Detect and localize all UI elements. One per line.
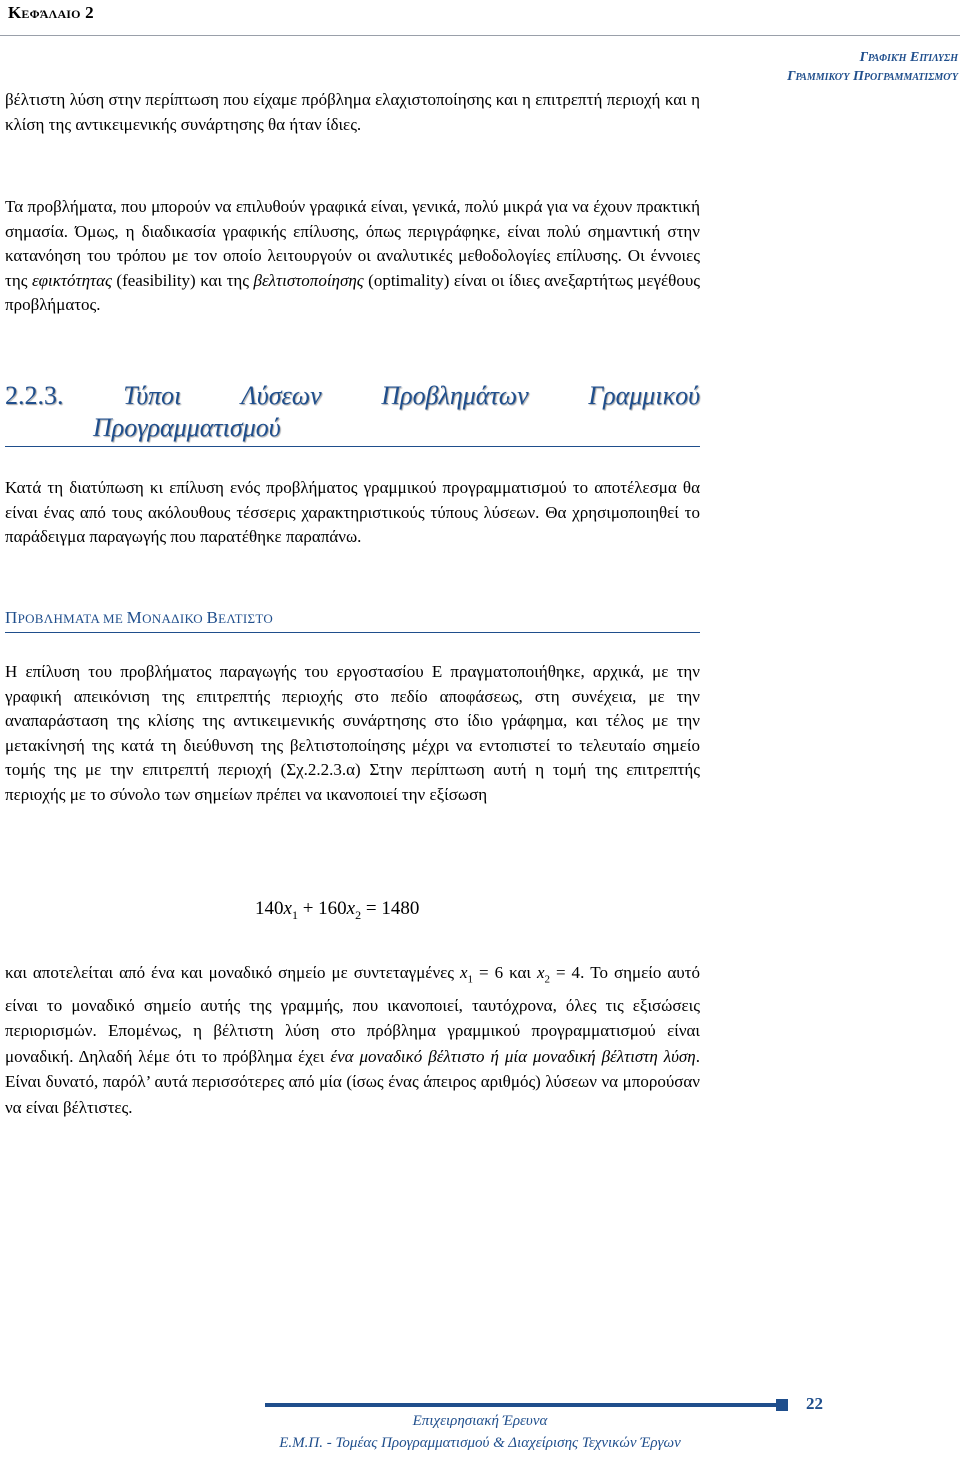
subsection-cap: Π bbox=[5, 608, 18, 627]
paragraph-2-text: Τα προβλήματα, που μπορούν να επιλυθούν γραφικά είναι, γενικά, πολύ μικρά για να έχουν πρακτική σημασία. Όμως, η διαδικασία γραφικής επίλυσης, όπως περιγράφηκε, είναι πολύ σημαντική στην κατανόηση του τρόπου με τον οποίο λειτουργούν οι αναλυτικές μεθοδολογίες επίλυσης. Οι έννοιες της bbox=[5, 197, 700, 290]
eq-var: x bbox=[283, 898, 292, 919]
eq-var: x bbox=[346, 898, 356, 919]
paragraph-5-text: και bbox=[503, 963, 537, 982]
section-title-line2: Προγραμματισμού bbox=[93, 413, 281, 442]
eq-sub: 2 bbox=[355, 907, 362, 922]
math-x1 bbox=[459, 963, 504, 986]
subsection-rest: ΟΝΑΔΙΚΟ bbox=[142, 611, 207, 626]
paragraph-1: βέλτιστη λύση στην περίπτωση που είχαμε πρόβλημα ελαχιστοποίησης και η επιτρεπτή περιοχή και η κλίση της αντικειμενικής συνάρτησης θα ήταν ίδιες. bbox=[5, 90, 700, 134]
chapter-label: Κεφάλαιο 2 bbox=[8, 3, 94, 22]
footer-divider bbox=[265, 1403, 782, 1407]
math-var: x bbox=[536, 963, 545, 982]
page-number: 22 bbox=[806, 1394, 823, 1413]
eq-op: = bbox=[361, 898, 382, 919]
paragraph-5 bbox=[5, 960, 700, 1120]
math-val: = 6 bbox=[473, 963, 504, 982]
footer-course: Επιχειρησιακή Έρευνα bbox=[412, 1413, 548, 1429]
section-number: 2.2.3. bbox=[5, 381, 64, 410]
section-heading bbox=[5, 380, 700, 444]
eq-coef: 140 bbox=[255, 898, 284, 919]
paragraph-5-text: και αποτελείται από ένα και μοναδικό σημείο με συντεταγμένες bbox=[5, 963, 460, 982]
paragraph-4: Η επίλυση του προβλήματος παραγωγής του εργοστασίου Ε πραγματοποιήθηκε, αρχικά, με την γραφική απεικόνιση της επιτρεπτής περιοχής στο πεδίο αποφάσεως, στη συνέχεια, με την αναπαράσταση της κλίσης της αντικειμενικής συνάρτησης στο ίδιο γράφημα, και τέλος με την μετακίνησή της κατά τη διεύθυνση της βελτιστοποίησης μέχρι να εντοπιστεί το τελευταίο σημείο τομής της με την επιτρεπτή περιοχή (Σχ.2.2.3.α) Στην περίπτωση αυτή η τομή της επιτρεπτής περιοχής με το σύνολο των σημείων πρέπει να ικανοποιεί την εξίσωση bbox=[5, 662, 700, 804]
eq-sub: 1 bbox=[291, 907, 298, 922]
eq-rhs: 1480 bbox=[381, 898, 420, 919]
paragraph-2-text: (feasibility) και της bbox=[111, 270, 254, 290]
math-val: = 4 bbox=[550, 963, 581, 982]
paragraph-2-text: (optimality) είναι οι ίδιες ανεξαρτήτως μεγέθους προβλήματος. bbox=[5, 270, 700, 314]
running-title bbox=[787, 48, 958, 86]
eq-coef: 160 bbox=[318, 898, 347, 919]
math-x2 bbox=[536, 963, 581, 986]
subsection-cap: Β bbox=[206, 608, 219, 627]
math-sub: 1 bbox=[467, 973, 474, 986]
section-divider bbox=[5, 446, 700, 447]
footer-square-marker bbox=[776, 1399, 788, 1411]
term-unique-optimum: ένα μοναδικό βέλτιστο ή μία μοναδική βέλτιστη λύση bbox=[330, 1046, 696, 1066]
section-title-word: Προβλημάτων bbox=[381, 381, 529, 410]
math-var: x bbox=[459, 963, 468, 982]
header-divider bbox=[0, 35, 960, 36]
subsection-divider bbox=[5, 632, 700, 633]
running-title-line2: Γραμμικού Προγραμματισμού bbox=[787, 69, 958, 84]
term-optimality: βελτιστοποίησης bbox=[253, 270, 364, 290]
eq-op: + bbox=[297, 898, 319, 919]
footer-institution: Ε.Μ.Π. - Τομέας Προγραμματισμού & Διαχείρισης Τεχνικών Έργων bbox=[279, 1435, 681, 1451]
paragraph-5-text: . Είναι δυνατό, παρόλ’ αυτά περισσότερες από μία (ίσως ένας άπειρος αριθμός) λύσεων να μπορούσαν να είναι βέλτιστες. bbox=[5, 1046, 700, 1117]
subsection-rest: ΡΟΒΛΗΜΑΤΑ ΜΕ bbox=[17, 611, 127, 626]
paragraph-3: Κατά τη διατύπωση κι επίλυση ενός προβλήματος γραμμικού προγραμματισμού το αποτέλεσμα θα είναι ένας από τους ακόλουθους τέσσερις χαρακτηριστικούς τύπους λύσεων. Θα χρησιμοποιηθεί το παράδειγμα παραγωγής που παρατέθηκε παραπάνω. bbox=[5, 478, 700, 546]
paragraph-2 bbox=[5, 195, 700, 318]
equation bbox=[255, 898, 419, 923]
section-title-word: Λύσεων bbox=[241, 381, 322, 410]
paragraph-5-text: . Το σημείο αυτό είναι το μοναδικό σημείο αυτής της γραμμής, που ικανοποιεί, ταυτόχρονα, όλες τις εξισώσεις περιορισμών. Επομένως, η βέλτιστη λύση στο πρόβλημα γραμμικού προγραμματισμού είναι μοναδική. Δηλαδή λέμε ότι το πρόβλημα έχει bbox=[5, 963, 701, 1066]
section-title-word: Τύποι bbox=[123, 381, 182, 410]
math-sub: 2 bbox=[544, 973, 550, 986]
running-title-line1: Γραφική Επίλυση bbox=[859, 50, 958, 65]
term-feasibility: εφικτότητας bbox=[31, 270, 112, 290]
section-title-word: Γραμμικού bbox=[588, 381, 700, 410]
subsection-heading bbox=[5, 608, 273, 628]
subsection-cap: Μ bbox=[126, 608, 143, 627]
subsection-rest: ΕΛΤΙΣΤΟ bbox=[218, 611, 274, 626]
